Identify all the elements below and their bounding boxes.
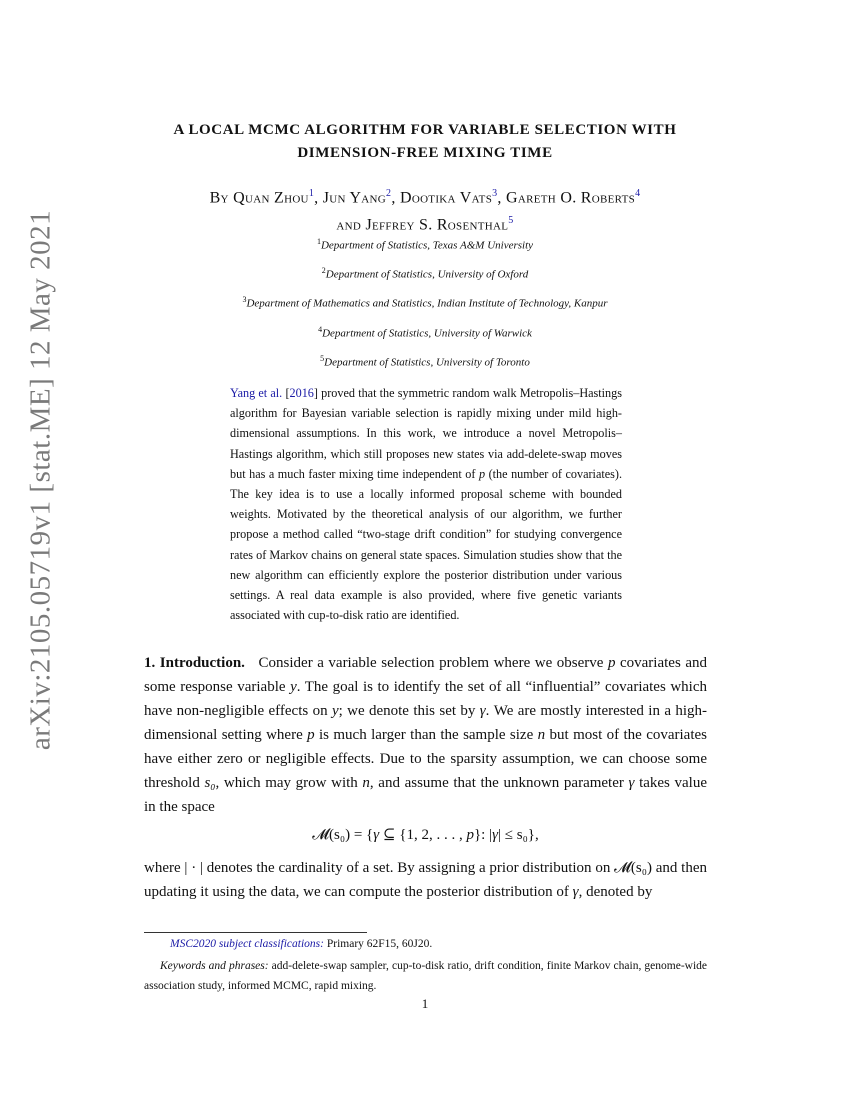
post-equation-paragraph (144, 856, 707, 904)
intro-math-gamma1: γ (479, 703, 486, 719)
post-eq-text-1: where | · | denotes the cardinality of a set. By assigning a prior distribution on 𝓜(s₀) and then updating it using the data, we can compute the posterior distribution of (144, 860, 707, 900)
intro-math-y2: y (331, 703, 339, 719)
affiliation-2-text: Department of Statistics, University of Oxford (325, 268, 529, 281)
affiliation-1-text: Department of Statistics, Texas A&M University (320, 239, 534, 252)
affiliation-5-sup: 5 (320, 354, 325, 363)
citation-year-link[interactable]: 2016 (289, 386, 314, 400)
affiliation-1-sup: 1 (316, 237, 321, 246)
intro-text-1: Consider a variable selection problem where we observe (258, 655, 608, 671)
msc-link[interactable]: MSC2020 subject classifications: (170, 938, 324, 950)
intro-text-7: but most of the covariates have either zero or negligible effects. Due to the sparsity assumption, we can choose some threshold (144, 727, 707, 791)
author-yang: Jun Yang (322, 189, 387, 207)
footnote-rule (144, 932, 367, 933)
affiliation-2-sup: 2 (321, 266, 326, 275)
eq-end: | ≤ s₀}, (498, 827, 539, 843)
intro-text-2: covariates and some response variable (144, 655, 707, 695)
eq-lhs: 𝓜(s₀) = { (312, 827, 374, 843)
eq-gamma2: γ (492, 827, 498, 843)
author-zhou-ref[interactable]: 1 (308, 188, 315, 199)
msc-text: Primary 62F15, 60J20. (323, 938, 433, 950)
abstract-text-2: (the number of covariates). The key idea is to use a locally informed proposal scheme with bounded weights. Motivated by the theoretical analysis of our algorithm, we further propose a method called “two-stage drift condition” for studying convergence rates of Markov chains on general state spaces. Simulation studies show that the new algorithm can efficiently explore the posterior distribution under various settings. A real data example is also provided, where five genetic variants associated with cup-to-disk ratio are identified. (230, 466, 622, 623)
intro-text-9: , and assume that the unknown parameter (369, 775, 629, 791)
footnote-keywords (144, 956, 707, 996)
intro-text-6: is much larger than the sample size (314, 727, 538, 743)
affiliation-1 (140, 237, 710, 252)
abstract-text-1: ] proved that the symmetric random walk Metropolis–Hastings algorithm for Bayesian variable selection is rapidly mixing under mild high-dimensional assumptions. In this work, we introduce a novel Metropolis–Hastings algorithm, which still proposes new states via add-delete-swap moves but has a much faster mixing time independent of (230, 386, 622, 481)
author-roberts-ref[interactable]: 4 (635, 188, 641, 199)
author-vats-ref[interactable]: 3 (492, 188, 498, 199)
author-rosenthal: Jeffrey S. Rosenthal (365, 216, 509, 234)
affiliation-5 (140, 354, 710, 369)
intro-math-gamma2: γ (628, 775, 635, 791)
affiliation-4-sup: 4 (318, 325, 323, 334)
author-list (140, 182, 710, 237)
intro-math-p1: p (607, 655, 616, 671)
citation-open: [ (282, 386, 290, 400)
intro-text-4: ; we denote this set by (338, 703, 480, 719)
footnote-msc (144, 934, 707, 954)
author-roberts: Gareth O. Roberts (506, 189, 636, 207)
eq-gamma: γ (373, 827, 380, 843)
arxiv-stamp: arXiv:2105.05719v1 [stat.ME] 12 May 2021 (24, 209, 57, 751)
title-line-1: A LOCAL MCMC ALGORITHM FOR VARIABLE SELECTION WITH (173, 122, 677, 138)
affiliation-3-text: Department of Mathematics and Statistics, Indian Institute of Technology, Kanpur (246, 297, 608, 310)
authors-line-1: By Quan Zhou$^1$, Jun Yang$^2$, Dootika Vats$^3$, Gareth O. Roberts$^4$ (209, 188, 641, 207)
author-yang-ref[interactable]: 2 (386, 188, 392, 199)
authors-line-2 (140, 209, 710, 236)
eq-mid: ⊆ {1, 2, . . . , (379, 827, 467, 843)
affiliation-4 (140, 325, 710, 340)
eq-rest: }: | (473, 827, 493, 843)
abstract-p-symbol: p (478, 466, 486, 481)
intro-math-n2: n (362, 775, 370, 791)
intro-math-p2: p (307, 727, 315, 743)
keywords-text: add-delete-swap sampler, cup-to-disk ratio, drift condition, finite Markov chain, genome-wide association study, informed MCMC, rapid mixing. (144, 960, 708, 992)
paper-title (140, 119, 710, 165)
introduction-paragraph (144, 651, 707, 819)
affiliation-3 (140, 295, 710, 310)
author-zhou: Quan Zhou (233, 189, 309, 207)
intro-math-y1: y (290, 679, 297, 695)
affiliation-4-text: Department of Statistics, University of Warwick (322, 327, 532, 340)
title-line-2: DIMENSION-FREE MIXING TIME (297, 145, 553, 161)
by-label: By (209, 189, 234, 207)
page-number: 1 (421, 996, 429, 1011)
author-vats: Dootika Vats (399, 189, 493, 207)
intro-math-s0: s₀ (204, 775, 216, 791)
affiliation-5-text: Department of Statistics, University of Toronto (324, 356, 530, 369)
intro-text-5: . We are mostly interested in a high-dimensional setting where (144, 703, 707, 743)
and-label: and (336, 216, 366, 234)
abstract (230, 383, 622, 625)
display-equation (144, 825, 707, 844)
affiliation-3-sup: 3 (242, 295, 247, 304)
citation-yang-link[interactable]: Yang et al. (230, 386, 283, 400)
section-heading-introduction: 1. Introduction. (144, 655, 245, 671)
intro-text-3: . The goal is to identify the set of all “influential” covariates which have non-negligible effects on (144, 679, 707, 719)
keywords-label: Keywords and phrases: (160, 960, 269, 972)
intro-text-10: takes value in the space (144, 775, 708, 815)
post-eq-gamma: γ (572, 884, 579, 900)
author-rosenthal-ref[interactable]: 5 (508, 215, 514, 227)
intro-math-n1: n (537, 727, 546, 743)
post-eq-text-2: , denoted by (578, 884, 653, 900)
affiliation-2 (140, 266, 710, 281)
intro-text-8: , which may grow with (215, 775, 363, 791)
eq-p: p (466, 827, 474, 843)
